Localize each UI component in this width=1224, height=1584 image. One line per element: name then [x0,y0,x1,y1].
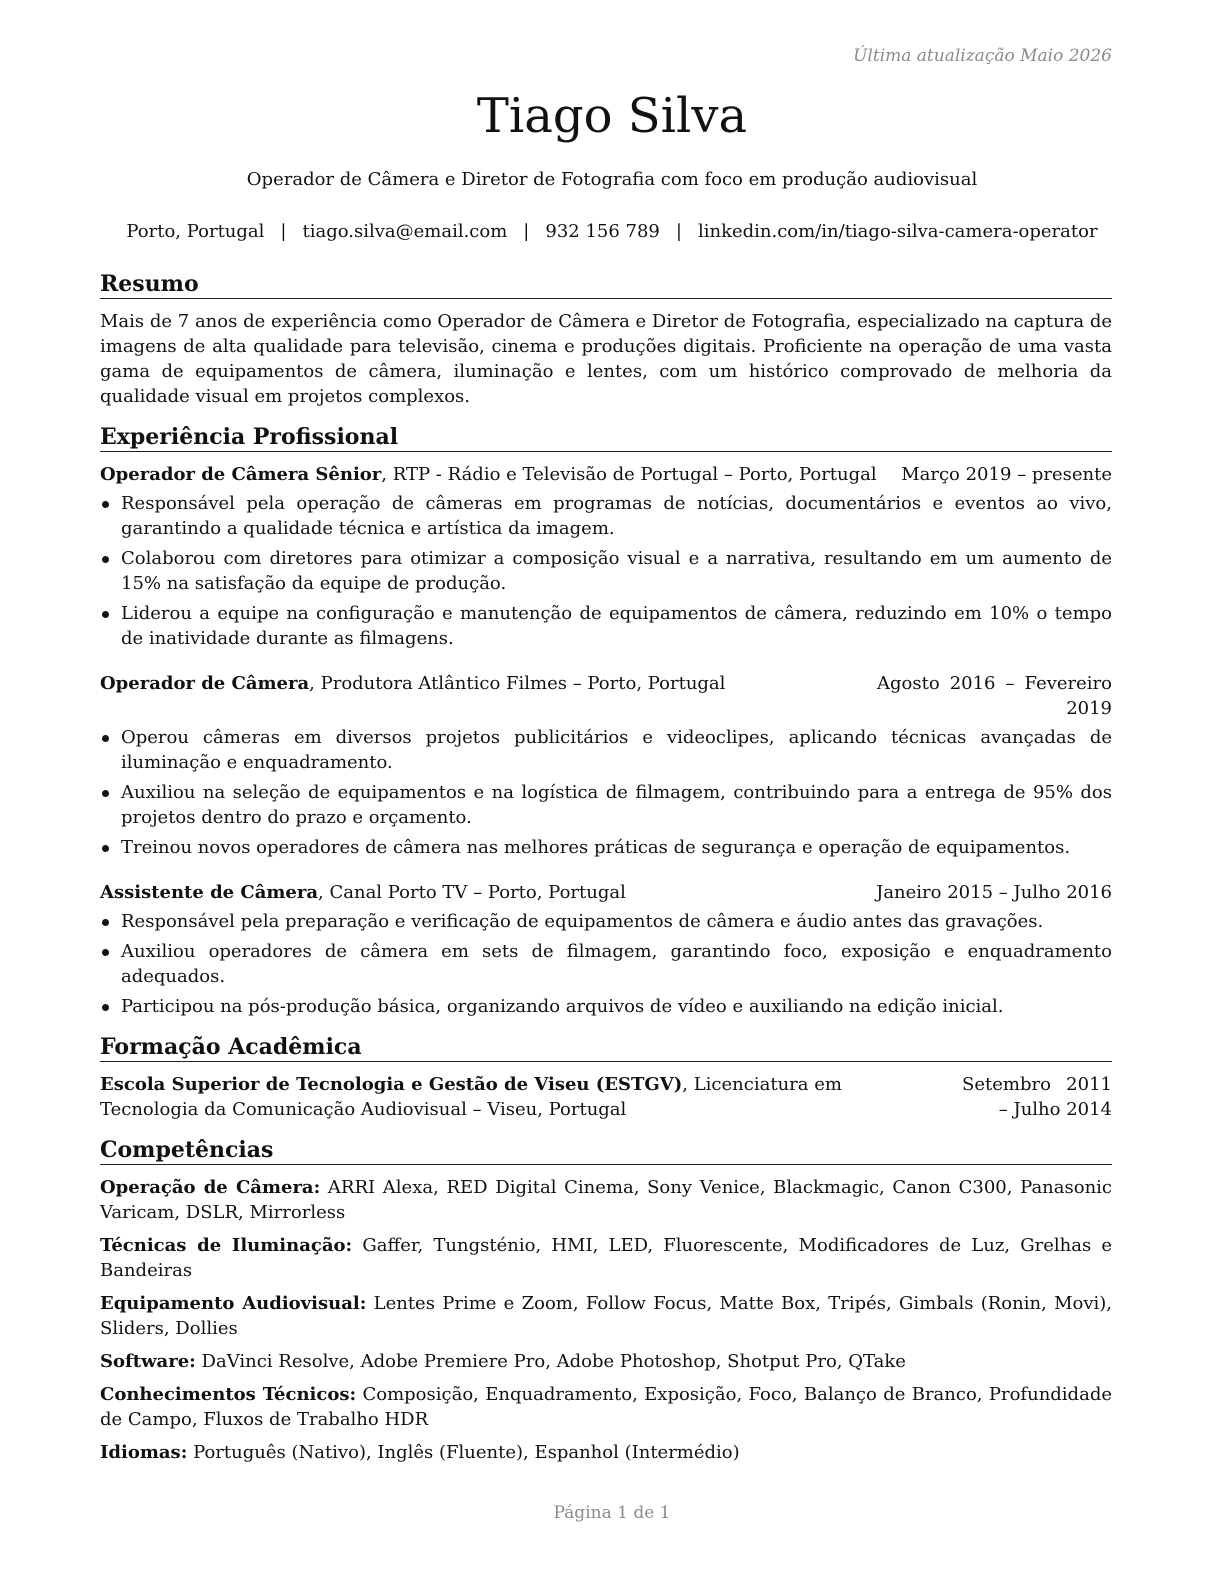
education-school: Escola Superior de Tecnologia e Gestão de Viseu (ESTGV) [100,1074,683,1095]
job-role: Operador de Câmera [100,673,310,694]
job-org: , Produtora Atlântico Filmes – Porto, Portugal [309,673,726,694]
job-bullets [100,725,1112,860]
list-item: Responsável pela preparação e verificação de equipamentos de câmera e áudio antes das gravações. [100,909,1112,934]
contact-line [0,219,1224,244]
separator: | [523,221,530,242]
skill-value: DaVinci Resolve, Adobe Premiere Pro, Adobe Photoshop, Shotput Pro, QTake [195,1351,906,1372]
skill-value: Composição, Enquadramento, Exposição, Foco, Balanço de Branco, Profundidade de Campo, Fluxos de Trabalho HDR [100,1384,1112,1430]
skill-label: Software: [100,1351,196,1372]
skill-row [100,1440,1112,1465]
list-item: Operou câmeras em diversos projetos publicitários e videoclipes, aplicando técnicas avançadas de iluminação e enquadramento. [100,725,1112,775]
skill-label: Conhecimentos Técnicos: [100,1384,357,1405]
skill-label: Equipamento Audiovisual: [100,1293,367,1314]
separator: | [280,221,287,242]
list-item: Auxiliou na seleção de equipamentos e na logística de filmagem, contribuindo para a entrega de 95% dos projetos dentro do prazo e orçamento. [100,780,1112,830]
job-dates: Março 2019 – presente [901,464,1112,485]
job-org: , Canal Porto TV – Porto, Portugal [318,882,626,903]
job-entry [100,462,1112,651]
job-header [100,880,1112,905]
job-title-line [100,671,857,696]
contact-phone[interactable]: 932 156 789 [545,221,660,242]
resume-content [100,270,1112,1479]
job-title-line [100,880,856,905]
contact-email[interactable]: tiago.silva@email.com [302,221,508,242]
job-role: Assistente de Câmera [100,882,319,903]
skill-label: Idiomas: [100,1442,188,1463]
section-title-education: Formação Acadêmica [100,1033,1112,1062]
skill-row [100,1349,1112,1374]
tagline: Operador de Câmera e Diretor de Fotografia com foco em produção audiovisual [246,169,978,190]
job-role: Operador de Câmera Sênior [100,464,382,485]
education-title-line [100,1072,942,1122]
last-updated: Última atualização Maio 2026 [853,46,1112,66]
experience-section [100,423,1112,1019]
skill-row [100,1233,1112,1283]
contact-linkedin[interactable]: linkedin.com/in/tiago-silva-camera-operator [697,221,1098,242]
job-entry [100,671,1112,860]
job-header [100,671,1112,721]
summary-text: Mais de 7 anos de experiência como Operador de Câmera e Diretor de Fotografia, especializado na captura de imagens de alta qualidade para televisão, cinema e produções digitais. Proficiente na operação de uma vasta gama de equipamentos de câmera, iluminação e lentes, com um histórico comprovado de melhoria da qualidade visual em projetos complexos. [100,311,1112,407]
skill-row [100,1175,1112,1225]
job-header [100,462,1112,487]
list-item: Colaborou com diretores para otimizar a composição visual e a narrativa, resultando em um aumento de 15% na satisfação da equipe de produção. [100,546,1112,596]
job-bullets [100,491,1112,651]
skill-value: ARRI Alexa, RED Digital Cinema, Sony Venice, Blackmagic, Canon C300, Panasonic Varicam, DSLR, Mirrorless [100,1177,1113,1223]
section-title-experience: Experiência Profissional [100,423,1112,452]
job-bullets [100,909,1112,1019]
job-entry [100,880,1112,1019]
skill-value: Português (Nativo), Inglês (Fluente), Espanhol (Intermédio) [187,1442,740,1463]
job-org: , RTP - Rádio e Televisão de Portugal – Porto, Portugal [381,464,877,485]
education-section [100,1033,1112,1122]
education-entry [100,1072,1112,1122]
summary-section [100,270,1112,409]
list-item: Auxiliou operadores de câmera em sets de filmagem, garantindo foco, exposição e enquadramento adequados. [100,939,1112,989]
job-dates: Janeiro 2015 – Julho 2016 [876,882,1112,903]
job-dates: Agosto 2016 – Fevereiro 2019 [877,673,1112,719]
skill-label: Operação de Câmera: [100,1177,321,1198]
candidate-name: Tiago Silva [476,88,748,144]
job-title-line [100,462,881,487]
skill-row [100,1382,1112,1432]
skill-value: Gaffer, Tungsténio, HMI, LED, Fluorescente, Modificadores de Luz, Grelhas e Bandeiras [100,1235,1113,1281]
separator: | [675,221,682,242]
section-title-skills: Competências [100,1136,1112,1165]
section-title-summary: Resumo [100,270,1112,299]
skill-value: Lentes Prime e Zoom, Follow Focus, Matte Box, Tripés, Gimbals (Ronin, Movi), Sliders, Dollies [100,1293,1113,1339]
education-degree: , Licenciatura em Tecnologia da Comunicação Audiovisual – Viseu, Portugal [100,1074,842,1120]
list-item: Treinou novos operadores de câmera nas melhores práticas de segurança e operação de equipamentos. [100,835,1112,860]
list-item: Responsável pela operação de câmeras em programas de notícias, documentários e eventos ao vivo, garantindo a qualidade técnica e artística da imagem. [100,491,1112,541]
contact-location: Porto, Portugal [126,221,265,242]
list-item: Liderou a equipe na configuração e manutenção de equipamentos de câmera, reduzindo em 10% o tempo de inatividade durante as filmagens. [100,601,1112,651]
skill-row [100,1291,1112,1341]
skills-section [100,1136,1112,1465]
skill-label: Técnicas de Iluminação: [100,1235,353,1256]
page-number: Página 1 de 1 [553,1503,671,1523]
education-dates: Setembro 2011 – Julho 2014 [962,1074,1112,1120]
list-item: Participou na pós-produção básica, organizando arquivos de vídeo e auxiliando na edição inicial. [100,994,1112,1019]
